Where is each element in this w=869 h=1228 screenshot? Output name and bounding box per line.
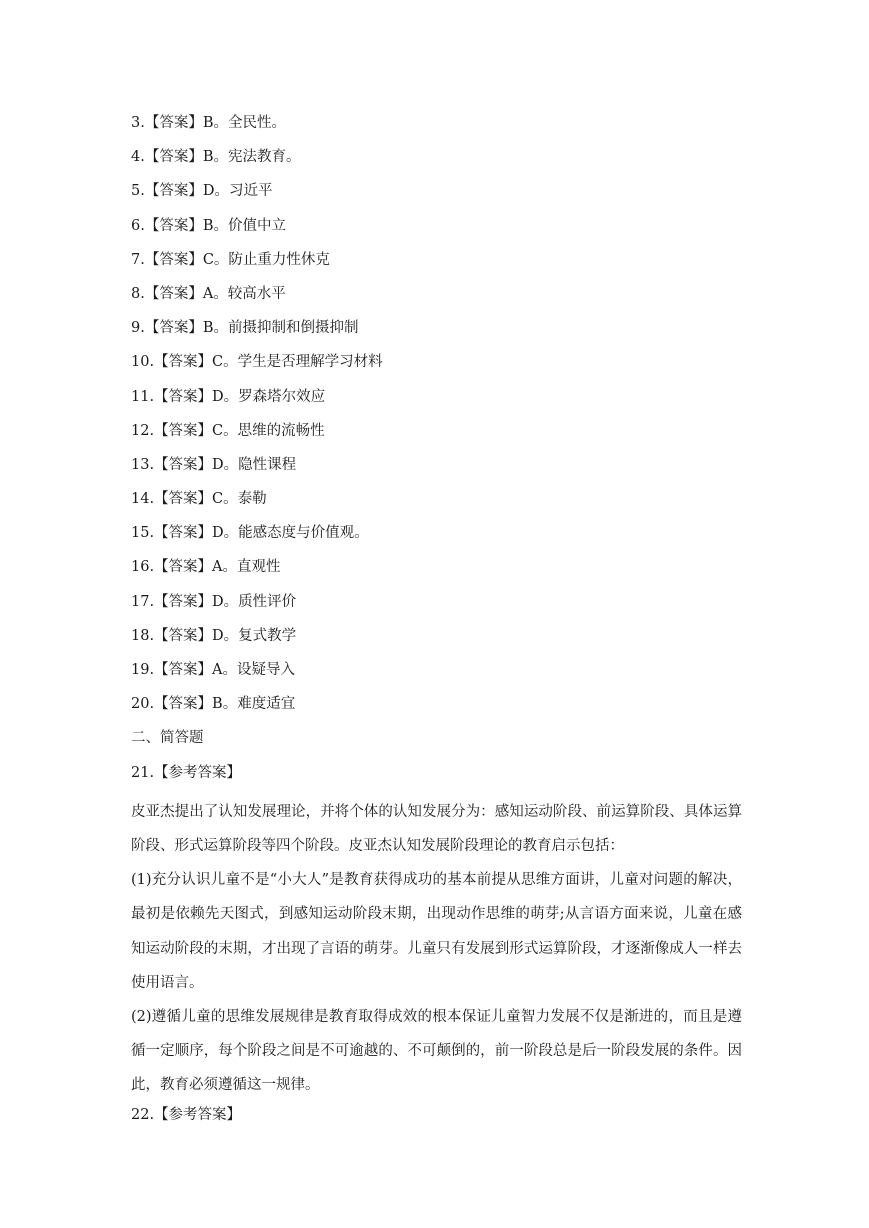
document-content <box>131 111 742 1137</box>
answer-item-19: 19.【答案】A。设疑导入 <box>131 662 296 678</box>
answer-paragraph: (1)充分认识儿童不是“小大人”是教育获得成功的基本前提从思维方面讲，儿童对问题的解决，最初是依赖先天图式，到感知运动阶段末期，出现动作思维的萌芽;从言语方面来说，儿童在感知运动阶段的末期，才出现了言语的萌芽。儿童只有发展到形式运算阶段，才逐渐像成人一样去使用语言。 <box>131 872 742 991</box>
section-title-short-answer: 二、简答题 <box>131 730 204 747</box>
answer-item-8: 8.【答案】A。较高水平 <box>131 285 286 302</box>
answer-item-16: 16.【答案】A。直观性 <box>131 559 281 576</box>
answer-item-11: 11.【答案】D。罗森塔尔效应 <box>131 388 326 405</box>
answer-list <box>131 111 742 726</box>
question-21-heading: 21.【参考答案】 <box>131 764 242 781</box>
answer-item-3: 3.【答案】B。全民性。 <box>131 115 286 131</box>
answer-paragraph: 皮亚杰提出了认知发展理论，并将个体的认知发展分为：感知运动阶段、前运算阶段、具体运算阶段、形式运算阶段等四个阶段。皮亚杰认知发展阶段理论的教育启示包括： <box>131 803 742 854</box>
answer-item-9: 9.【答案】B。前摄抑制和倒摄抑制 <box>131 320 359 337</box>
answer-item-13: 13.【答案】D。隐性课程 <box>131 456 297 473</box>
question-21-answer <box>131 795 742 1103</box>
answer-item-14: 14.【答案】C。泰勒 <box>131 491 267 508</box>
answer-item-20: 20.【答案】B。难度适宜 <box>131 696 296 713</box>
answer-item-17: 17.【答案】D。质性评价 <box>131 593 297 610</box>
answer-item-12: 12.【答案】C。思维的流畅性 <box>131 422 325 439</box>
answer-item-18: 18.【答案】D。复式教学 <box>131 627 297 644</box>
answer-item-10: 10.【答案】C。学生是否理解学习材料 <box>131 354 383 371</box>
answer-item-7: 7.【答案】C。防止重力性休克 <box>131 251 330 268</box>
answer-item-5: 5.【答案】D。习近平 <box>131 183 273 200</box>
question-22-heading: 22.【参考答案】 <box>131 1106 242 1123</box>
answer-item-6: 6.【答案】B。价值中立 <box>131 217 286 234</box>
answer-item-15: 15.【答案】D。能感态度与价值观。 <box>131 525 369 542</box>
answer-item-4: 4.【答案】B。宪法教育。 <box>131 149 301 166</box>
answer-paragraph: (2)遵循儿童的思维发展规律是教育取得成效的根本保证儿童智力发展不仅是渐进的，而且是遵循一定顺序，每个阶段之间是不可逾越的、不可颠倒的，前一阶段总是后一阶段发展的条件。因此，教育必须遵循这一规律。 <box>131 1008 742 1094</box>
